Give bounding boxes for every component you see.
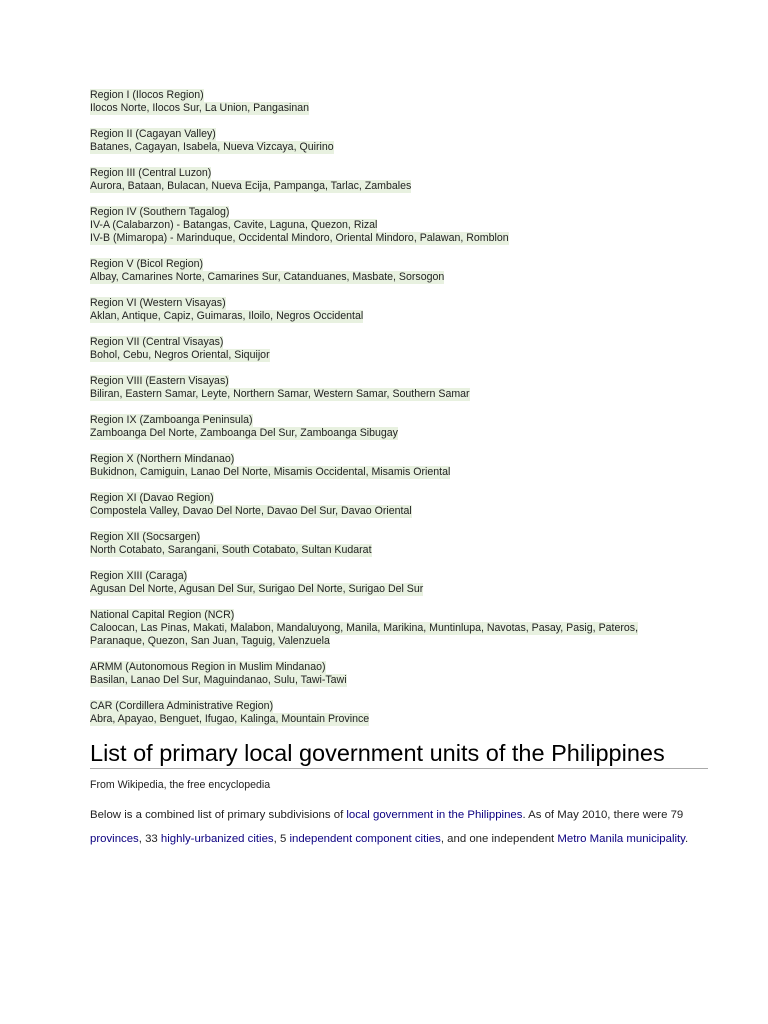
- region-provinces: IV-B (Mimaropa) - Marinduque, Occidental Mindoro, Oriental Mindoro, Palawan, Romblon: [90, 232, 509, 244]
- article-source: From Wikipedia, the free encyclopedia: [90, 779, 271, 791]
- region-block: [90, 167, 690, 193]
- intro-text: . As of May 2010, there were 79: [522, 809, 684, 821]
- region-name: ARMM (Autonomous Region in Muslim Mindanao): [90, 661, 326, 673]
- intro-text: .: [685, 833, 689, 845]
- region-name: Region I (Ilocos Region): [90, 89, 204, 101]
- region-name: Region IV (Southern Tagalog): [90, 206, 230, 218]
- region-block: [90, 297, 690, 323]
- region-block: [90, 661, 690, 687]
- link-local-government[interactable]: local government in the Philippines: [346, 809, 523, 821]
- region-provinces: Abra, Apayao, Benguet, Ifugao, Kalinga, Mountain Province: [90, 713, 370, 725]
- region-block: [90, 492, 690, 518]
- region-provinces: Albay, Camarines Norte, Camarines Sur, Catanduanes, Masbate, Sorsogon: [90, 271, 445, 283]
- region-provinces: Biliran, Eastern Samar, Leyte, Northern Samar, Western Samar, Southern Samar: [90, 388, 470, 400]
- region-provinces: Aurora, Bataan, Bulacan, Nueva Ecija, Pampanga, Tarlac, Zambales: [90, 180, 412, 192]
- region-name: Region IX (Zamboanga Peninsula): [90, 414, 253, 426]
- region-name: Region VII (Central Visayas): [90, 336, 224, 348]
- region-block: [90, 700, 690, 726]
- region-provinces: Basilan, Lanao Del Sur, Maguindanao, Sulu, Tawi-Tawi: [90, 674, 347, 686]
- region-block: [90, 206, 690, 245]
- link-provinces[interactable]: provinces: [90, 833, 139, 845]
- article-intro: [90, 803, 690, 851]
- region-name: Region XIII (Caraga): [90, 570, 188, 582]
- region-name: Region VIII (Eastern Visayas): [90, 375, 229, 387]
- region-block: [90, 89, 690, 115]
- link-independent-component-cities[interactable]: independent component cities: [289, 833, 441, 845]
- region-provinces: Caloocan, Las Pinas, Makati, Malabon, Mandaluyong, Manila, Marikina, Muntinlupa, Navotas, Pasay, Pasig, Pateros,: [90, 622, 639, 634]
- link-metro-manila-municipality[interactable]: Metro Manila municipality: [557, 833, 686, 845]
- region-provinces: Bohol, Cebu, Negros Oriental, Siquijor: [90, 349, 270, 361]
- region-name: Region V (Bicol Region): [90, 258, 204, 270]
- region-provinces: Compostela Valley, Davao Del Norte, Davao Del Sur, Davao Oriental: [90, 505, 412, 517]
- intro-text: Below is a combined list of primary subdivisions of: [90, 809, 347, 821]
- region-name: Region III (Central Luzon): [90, 167, 212, 179]
- region-provinces: Ilocos Norte, Ilocos Sur, La Union, Pangasinan: [90, 102, 310, 114]
- region-block: [90, 414, 690, 440]
- region-provinces: Paranaque, Quezon, San Juan, Taguig, Valenzuela: [90, 635, 330, 647]
- region-provinces: Zamboanga Del Norte, Zamboanga Del Sur, Zamboanga Sibugay: [90, 427, 398, 439]
- region-block: [90, 609, 690, 648]
- region-name: National Capital Region (NCR): [90, 609, 235, 621]
- region-provinces: Batanes, Cagayan, Isabela, Nueva Vizcaya, Quirino: [90, 141, 334, 153]
- region-name: Region XII (Socsargen): [90, 531, 201, 543]
- regions-list: [90, 89, 690, 739]
- intro-text: , and one independent: [440, 833, 558, 845]
- region-name: Region VI (Western Visayas): [90, 297, 226, 309]
- region-block: [90, 128, 690, 154]
- region-block: [90, 375, 690, 401]
- region-block: [90, 453, 690, 479]
- region-name: CAR (Cordillera Administrative Region): [90, 700, 274, 712]
- region-name: Region X (Northern Mindanao): [90, 453, 235, 465]
- region-block: [90, 258, 690, 284]
- region-provinces: Agusan Del Norte, Agusan Del Sur, Surigao Del Norte, Surigao Del Sur: [90, 583, 424, 595]
- article-title: List of primary local government units of the Philippines: [90, 738, 708, 769]
- region-block: [90, 570, 690, 596]
- intro-text: , 33: [138, 833, 161, 845]
- region-provinces: Aklan, Antique, Capiz, Guimaras, Iloilo, Negros Occidental: [90, 310, 364, 322]
- region-block: [90, 336, 690, 362]
- region-provinces: IV-A (Calabarzon) - Batangas, Cavite, Laguna, Quezon, Rizal: [90, 219, 378, 231]
- region-block: [90, 531, 690, 557]
- region-provinces: North Cotabato, Sarangani, South Cotabato, Sultan Kudarat: [90, 544, 372, 556]
- link-highly-urbanized-cities[interactable]: highly-urbanized cities: [160, 833, 274, 845]
- region-name: Region II (Cagayan Valley): [90, 128, 216, 140]
- region-name: Region XI (Davao Region): [90, 492, 214, 504]
- region-provinces: Bukidnon, Camiguin, Lanao Del Norte, Misamis Occidental, Misamis Oriental: [90, 466, 451, 478]
- intro-text: , 5: [273, 833, 290, 845]
